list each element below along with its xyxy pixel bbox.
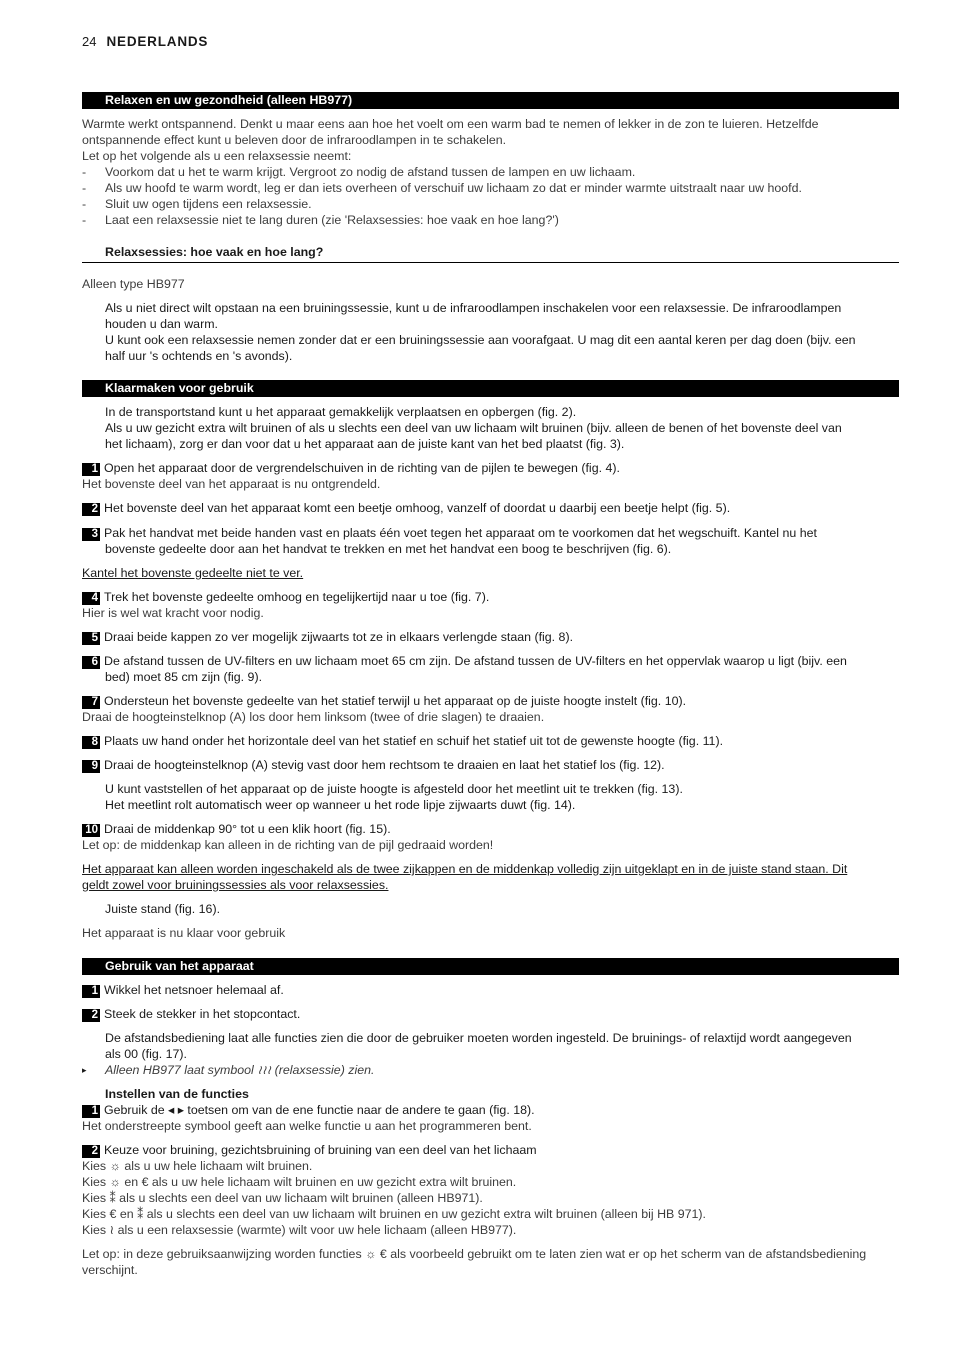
func-step-1 xyxy=(82,1102,899,1118)
warning-block xyxy=(82,877,899,893)
bullet-text: Voorkom dat u het te warm krijgt. Vergroot zo nodig de afstand tussen de lampen en uw lichaam. xyxy=(105,165,636,179)
choice-line: Kies € en ⁑ als u slechts een deel van uw lichaam wilt bruinen en uw gezicht extra wilt bruinen (alleen bij HB 971). xyxy=(82,1207,706,1221)
step-number: 2 xyxy=(82,1145,100,1158)
paragraph-line: Let op het volgende als u een relaxsessie neemt: xyxy=(82,149,352,163)
page-number: 24 xyxy=(82,34,97,49)
step-note: Het bovenste deel van het apparaat is nu ontgrendeld. xyxy=(82,477,381,491)
step-4 xyxy=(82,589,899,605)
choice-line: Kies ⁑ als u slechts een deel van uw lichaam wilt bruinen (alleen HB971). xyxy=(82,1191,483,1205)
choice-line: Kies ☼ als u uw hele lichaam wilt bruinen. xyxy=(82,1159,313,1173)
warning-text: Het apparaat kan alleen worden ingeschakeld als de twee zijkappen en de middenkap volledig zijn uitgeklapt en in de juiste stand staan. Dit xyxy=(82,862,848,876)
paragraph-line: verschijnt. xyxy=(82,1263,138,1277)
step-number: 4 xyxy=(82,592,100,605)
step-8 xyxy=(82,733,899,749)
paragraph-line: In de transportstand kunt u het apparaat gemakkelijk verplaatsen en opbergen (fig. 2). xyxy=(105,405,577,419)
type-note: Alleen type HB977 xyxy=(82,277,185,291)
paragraph-line: Warmte werkt ontspannend. Denkt u maar eens aan hoe het voelt om een warm bad te nemen of lekker in de zon te luieren. Hetzelfde xyxy=(82,117,819,131)
step-number: 1 xyxy=(82,1105,100,1118)
step-number: 5 xyxy=(82,632,100,645)
step-note: Hier is wel wat kracht voor nodig. xyxy=(82,606,264,620)
step-text-cont: bed) moet 85 cm zijn (fig. 9). xyxy=(105,670,263,684)
warning-block xyxy=(82,861,899,877)
step-text: Pak het handvat met beide handen vast en plaats één voet tegen het apparaat om te voorkomen dat het wegschuift. Kantel nu het xyxy=(104,526,817,540)
step-text: Ondersteun het bovenste gedeelte van het statief terwijl u het apparaat op de juiste hoogte instelt (fig. 10). xyxy=(104,694,687,708)
use-step-1 xyxy=(82,982,899,998)
step-7 xyxy=(82,693,899,709)
paragraph-line: U kunt vaststellen of het apparaat op de juiste hoogte is afgesteld door het meetlint uit te trekken (fig. 13). xyxy=(105,782,683,796)
paragraph-line: Het meetlint rolt automatisch weer op wanneer u het rode lipje zijwaarts duwt (fig. 14). xyxy=(105,798,576,812)
bullet-dash: - xyxy=(82,197,87,211)
paragraph-line: Als u uw gezicht extra wilt bruinen of als u slechts een deel van uw lichaam wilt bruinen (bijv. alleen de benen of het bovenste deel van xyxy=(105,421,842,435)
step-text: Gebruik de ◂ ▸ toetsen om van de ene functie naar de andere te gaan (fig. 18). xyxy=(104,1103,535,1117)
warning-text: Kantel het bovenste gedeelte niet te ver. xyxy=(82,566,304,580)
paragraph-line: Let op: in deze gebruiksaanwijzing worden functies ☼ € als voorbeeld gebruikt om te laten zien wat er op het scherm van de afstandsbediening xyxy=(82,1247,867,1261)
bullet-text: Als uw hoofd te warm wordt, leg er dan iets overheen of verschuif uw lichaam zo dat er minder warmte uitstraalt naar uw hoofd. xyxy=(105,181,802,195)
subsection-title: Relaxsessies: hoe vaak en hoe lang? xyxy=(82,244,899,263)
section-title-gebruik: Gebruik van het apparaat xyxy=(82,958,899,975)
subheading-functies: Instellen van de functies xyxy=(105,1087,249,1101)
step-text: Keuze voor bruining, gezichtsbruining of bruining van een deel van het lichaam xyxy=(104,1143,537,1157)
section-title-klaarmaken: Klaarmaken voor gebruik xyxy=(82,380,899,397)
step-note: Draai de hoogteinstelknop (A) los door hem linksom (twee of drie slagen) te draaien. xyxy=(82,710,545,724)
step-1 xyxy=(82,460,899,476)
paragraph-line: De afstandsbediening laat alle functies zien die door de gebruiker moeten worden ingesteld. De bruinings- of relaxtijd wordt aangegeven xyxy=(105,1031,852,1045)
step-text: Draai de middenkap 90° tot u een klik hoort (fig. 15). xyxy=(104,822,391,836)
step-number: 9 xyxy=(82,760,100,773)
paragraph-line: Als u niet direct wilt opstaan na een bruiningssessie, kunt u de infraroodlampen inschakelen voor een relaxsessie. De infraroodlampen xyxy=(105,301,842,315)
triangle-bullet-icon: ▸ xyxy=(82,1065,87,1075)
step-text: Trek het bovenste gedeelte omhoog en tegelijkertijd naar u toe (fig. 7). xyxy=(104,590,490,604)
step-number: 8 xyxy=(82,736,100,749)
step-9 xyxy=(82,757,899,773)
step-text: Het bovenste deel van het apparaat komt een beetje omhoog, vanzelf of doordat u daarbij een beetje helpt (fig. 5). xyxy=(104,501,731,515)
step-note: Het onderstreepte symbool geeft aan welke functie u aan het programmeren bent. xyxy=(82,1119,532,1133)
step-number: 2 xyxy=(82,1009,100,1022)
step-note: Let op: de middenkap kan alleen in de richting van de pijl gedraaid worden! xyxy=(82,838,494,852)
step-text-cont: bovenste gedeelte door aan het handvat te trekken en met het handvat een boog te beschrijven (fig. 6). xyxy=(105,542,672,556)
step-number: 1 xyxy=(82,463,100,476)
paragraph-line: half uur 's ochtends en 's avonds). xyxy=(105,349,293,363)
bullet-dash: - xyxy=(82,181,87,195)
page-header xyxy=(82,34,208,52)
step-number: 2 xyxy=(82,503,100,516)
paragraph-line: het lichaam), zorg er dan voor dat u het apparaat aan de juiste kant van het bed plaatst (fig. 3). xyxy=(105,437,625,451)
paragraph-line: U kunt ook een relaxsessie nemen zonder dat er een bruiningssessie aan voorafgaat. U mag dit een aantal keren per dag doen (bijv. een xyxy=(105,333,856,347)
step-text: Plaats uw hand onder het horizontale deel van het statief en schuif het statief uit tot de gewenste hoogte (fig. 11). xyxy=(104,734,724,748)
paragraph-line: als 00 (fig. 17). xyxy=(105,1047,187,1061)
paragraph-line: Juiste stand (fig. 16). xyxy=(105,902,221,916)
step-2 xyxy=(82,500,899,516)
choice-line: Kies ☼ en € als u uw hele lichaam wilt bruinen en uw gezicht extra wilt bruinen. xyxy=(82,1175,517,1189)
func-step-2 xyxy=(82,1142,899,1158)
step-text: Draai de hoogteinstelknop (A) stevig vast door hem rechtsom te draaien en laat het statief los (fig. 12). xyxy=(104,758,665,772)
step-text: Draai beide kappen zo ver mogelijk zijwaarts tot ze in elkaars verlengde staan (fig. 8). xyxy=(104,630,574,644)
step-3 xyxy=(82,525,899,541)
warning-text: geldt zowel voor bruiningssessies als voor relaxsessies. xyxy=(82,878,389,892)
bullet-dash: - xyxy=(82,213,87,227)
step-number: 1 xyxy=(82,985,100,998)
paragraph-line: houden u dan warm. xyxy=(105,317,218,331)
step-text: De afstand tussen de UV-filters en uw lichaam moet 65 cm zijn. De afstand tussen de UV-filters en het oppervlak waarop u ligt (bijv. een xyxy=(104,654,847,668)
step-10 xyxy=(82,821,899,837)
step-6 xyxy=(82,653,899,669)
bullet-dash: - xyxy=(82,165,87,179)
step-number: 10 xyxy=(82,824,100,837)
paragraph-line: ontspannende effect kunt u beleven door de infraroodlampen in te schakelen. xyxy=(82,133,507,147)
use-step-2 xyxy=(82,1006,899,1022)
section-title-relaxen: Relaxen en uw gezondheid (alleen HB977) xyxy=(82,92,899,109)
step-text: Open het apparaat door de vergrendelschuiven in de richting van de pijlen te bewegen (fig. 4). xyxy=(104,461,620,475)
note-hb977: Alleen HB977 laat symbool ≀≀≀ (relaxsessie) zien. xyxy=(105,1063,375,1077)
step-number: 6 xyxy=(82,656,100,669)
bullet-text: Sluit uw ogen tijdens een relaxsessie. xyxy=(105,197,312,211)
language-heading: NEDERLANDS xyxy=(106,34,209,49)
paragraph-line: Het apparaat is nu klaar voor gebruik xyxy=(82,926,286,940)
step-number: 3 xyxy=(82,528,100,541)
step-5 xyxy=(82,629,899,645)
step-number: 7 xyxy=(82,696,100,709)
step-text: Steek de stekker in het stopcontact. xyxy=(104,1007,301,1021)
bullet-text: Laat een relaxsessie niet te lang duren (zie 'Relaxsessies: hoe vaak en hoe lang?') xyxy=(105,213,559,227)
choice-line: Kies ≀ als u een relaxsessie (warmte) wilt voor uw hele lichaam (alleen HB977). xyxy=(82,1223,517,1237)
step-text: Wikkel het netsnoer helemaal af. xyxy=(104,983,284,997)
